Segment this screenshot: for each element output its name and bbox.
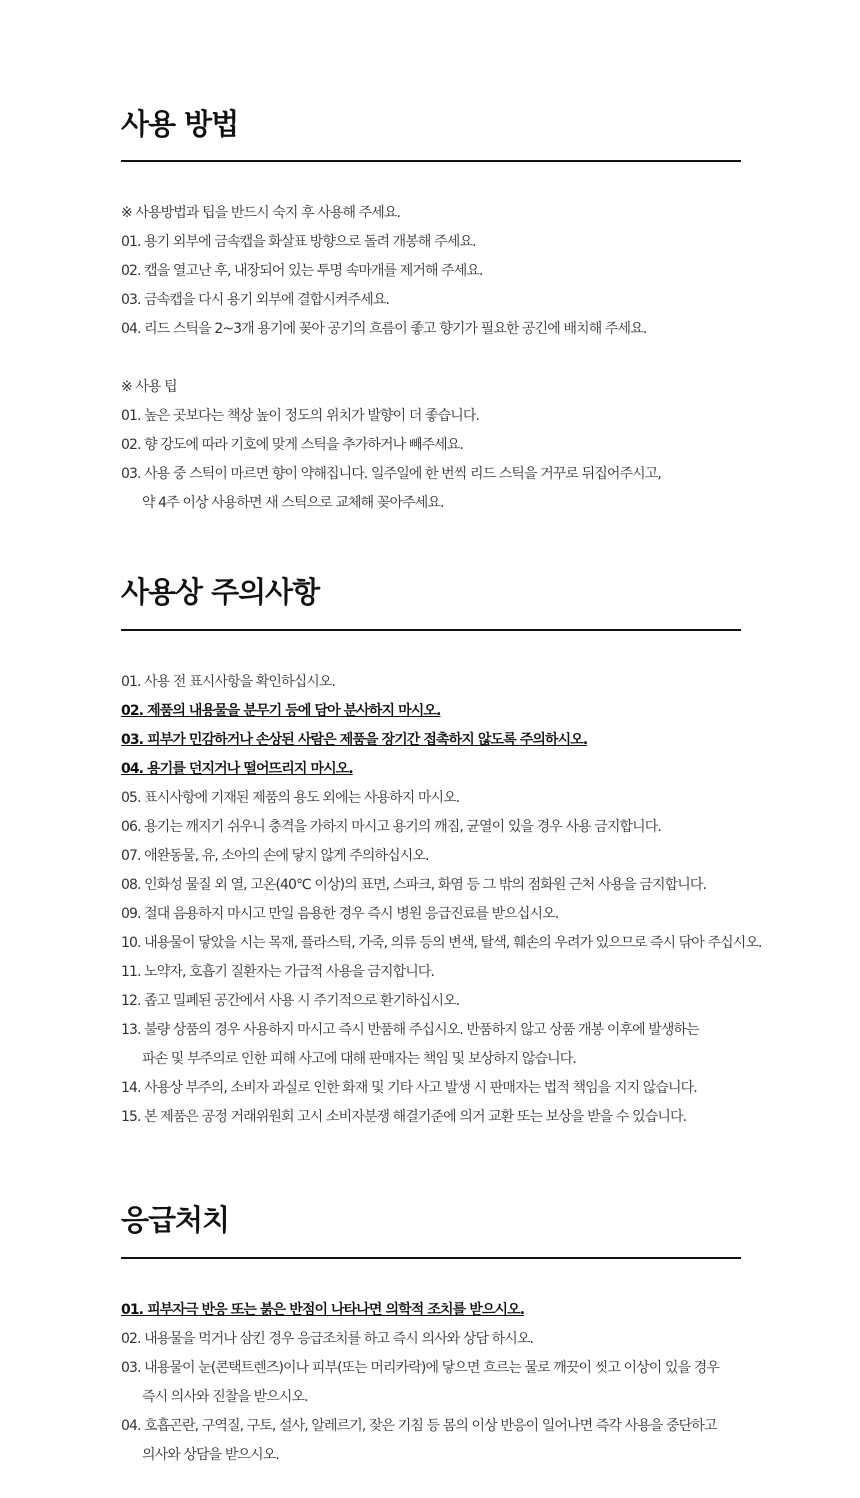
caution-item: 13. 불량 상품의 경우 사용하지 마시고 즉시 반품해 주십시오. 반품하지 않고 상품 개봉 이후에 발생하는 — [121, 1022, 699, 1038]
first-aid-divider — [121, 1257, 741, 1259]
usage-divider — [121, 160, 741, 162]
caution-item: 10. 내용물이 닿았을 시는 목재, 플라스틱, 가죽, 의류 등의 변색, 탈색, 훼손의 우려가 있으므로 즉시 닦아 주십시오. — [121, 935, 762, 951]
usage-method-step: 04. 리드 스틱을 2~3개 용기에 꽂아 공기의 흐름이 좋고 향기가 필요한 공긴에 배치해 주세요. — [121, 321, 647, 337]
usage-section — [121, 104, 741, 511]
first-aid-item: 04. 호흡곤란, 구역질, 구토, 설사, 알레르기, 잦은 기침 등 몸의 이상 반응이 일어나면 즉각 사용을 중단하고 — [121, 1418, 717, 1434]
usage-tip-item: 03. 사용 중 스틱이 마르면 향이 약해집니다. 일주일에 한 번씩 리드 스틱을 거꾸로 뒤집어주시고, — [121, 466, 661, 482]
caution-item-continued: 파손 및 부주의로 인한 피해 사고에 대해 판매자는 책임 및 보상하지 않습니다. — [142, 1051, 576, 1067]
caution-item-emphasis: 04. 용기를 던지거나 떨어뜨리지 마시오. — [121, 761, 353, 777]
first-aid-item: 03. 내용물이 눈(콘택트렌즈)이나 피부(또는 머리카락)에 닿으면 흐르는 물로 깨끗이 씻고 이상이 있을 경우 — [121, 1360, 719, 1376]
usage-tip-item: 01. 높은 곳보다는 책상 높이 정도의 위치가 발향이 더 좋습니다. — [121, 408, 480, 424]
first-aid-item-emphasis: 01. 피부자극 반응 또는 붉은 반점이 나타나면 의학적 조치를 받으시오. — [121, 1302, 525, 1318]
caution-list — [121, 668, 821, 1132]
caution-item: 14. 사용상 부주의, 소비자 과실로 인한 화재 및 기타 사고 발생 시 판매자는 법적 책임을 지지 않습니다. — [121, 1080, 697, 1096]
caution-item: 06. 용기는 깨지기 쉬우니 충격을 가하지 마시고 용기의 깨짐, 균열이 있을 경우 사용 금지합니다. — [121, 819, 661, 835]
caution-section — [121, 572, 762, 1125]
caution-item: 08. 인화성 물질 외 열, 고온(40℃ 이상)의 표면, 스파크, 화염 등 그 밖의 점화원 근처 사용을 금지합니다. — [121, 877, 706, 893]
usage-tip-note: ※ 사용 팁 — [121, 379, 177, 395]
caution-item-emphasis: 03. 피부가 민감하거나 손상된 사람은 제품을 장기간 접촉하지 않도록 주의하시오. — [121, 732, 588, 748]
usage-tip-item-continued: 약 4주 이상 사용하면 새 스틱으로 교체해 꽂아주세요. — [142, 495, 444, 511]
first-aid-section — [121, 1200, 741, 1463]
usage-method-list — [121, 199, 821, 518]
caution-item: 01. 사용 전 표시사항을 확인하십시오. — [121, 674, 336, 690]
caution-item: 07. 애완동물, 유, 소아의 손에 닿지 않게 주의하십시오. — [121, 848, 429, 864]
usage-method-step: 03. 금속캡을 다시 용기 외부에 결합시켜주세요. — [121, 292, 390, 308]
first-aid-title: 응급처치 — [121, 1203, 230, 1237]
caution-item-emphasis: 02. 제품의 내용물을 분무기 등에 담아 분사하지 마시오. — [121, 703, 441, 719]
usage-title: 사용 방법 — [121, 107, 239, 141]
caution-item: 11. 노약자, 호흡기 질환자는 가급적 사용을 금지합니다. — [121, 964, 435, 980]
usage-method-note: ※ 사용방법과 팁을 반드시 숙지 후 사용해 주세요. — [121, 205, 401, 221]
first-aid-item-continued: 의사와 상담을 받으시오. — [142, 1447, 279, 1463]
caution-title: 사용상 주의사항 — [121, 575, 320, 609]
first-aid-list — [121, 1296, 821, 1470]
caution-divider — [121, 629, 741, 631]
usage-method-step: 01. 용기 외부에 금속캡을 화살표 방향으로 돌려 개봉해 주세요. — [121, 234, 476, 250]
caution-item: 12. 좁고 밀폐된 공간에서 사용 시 주기적으로 환기하십시오. — [121, 993, 460, 1009]
caution-item: 05. 표시사항에 기재된 제품의 용도 외에는 사용하지 마시오. — [121, 790, 460, 806]
usage-tip-item: 02. 향 강도에 따라 기호에 맞게 스틱을 추가하거나 빼주세요. — [121, 437, 463, 453]
first-aid-item-continued: 즉시 의사와 진찰을 받으시오. — [142, 1389, 308, 1405]
usage-method-step: 02. 캡을 열고난 후, 내장되어 있는 투명 속마개를 제거해 주세요. — [121, 263, 483, 279]
caution-item: 09. 절대 음용하지 마시고 만일 음용한 경우 즉시 병원 응급진료를 받으십시오. — [121, 906, 559, 922]
first-aid-item: 02. 내용물을 먹거나 삼킨 경우 응급조치를 하고 즉시 의사와 상담 하시오. — [121, 1331, 534, 1347]
caution-item: 15. 본 제품은 공정 거래위원회 고시 소비자분쟁 해결기준에 의거 교환 또는 보상을 받을 수 있습니다. — [121, 1109, 687, 1125]
